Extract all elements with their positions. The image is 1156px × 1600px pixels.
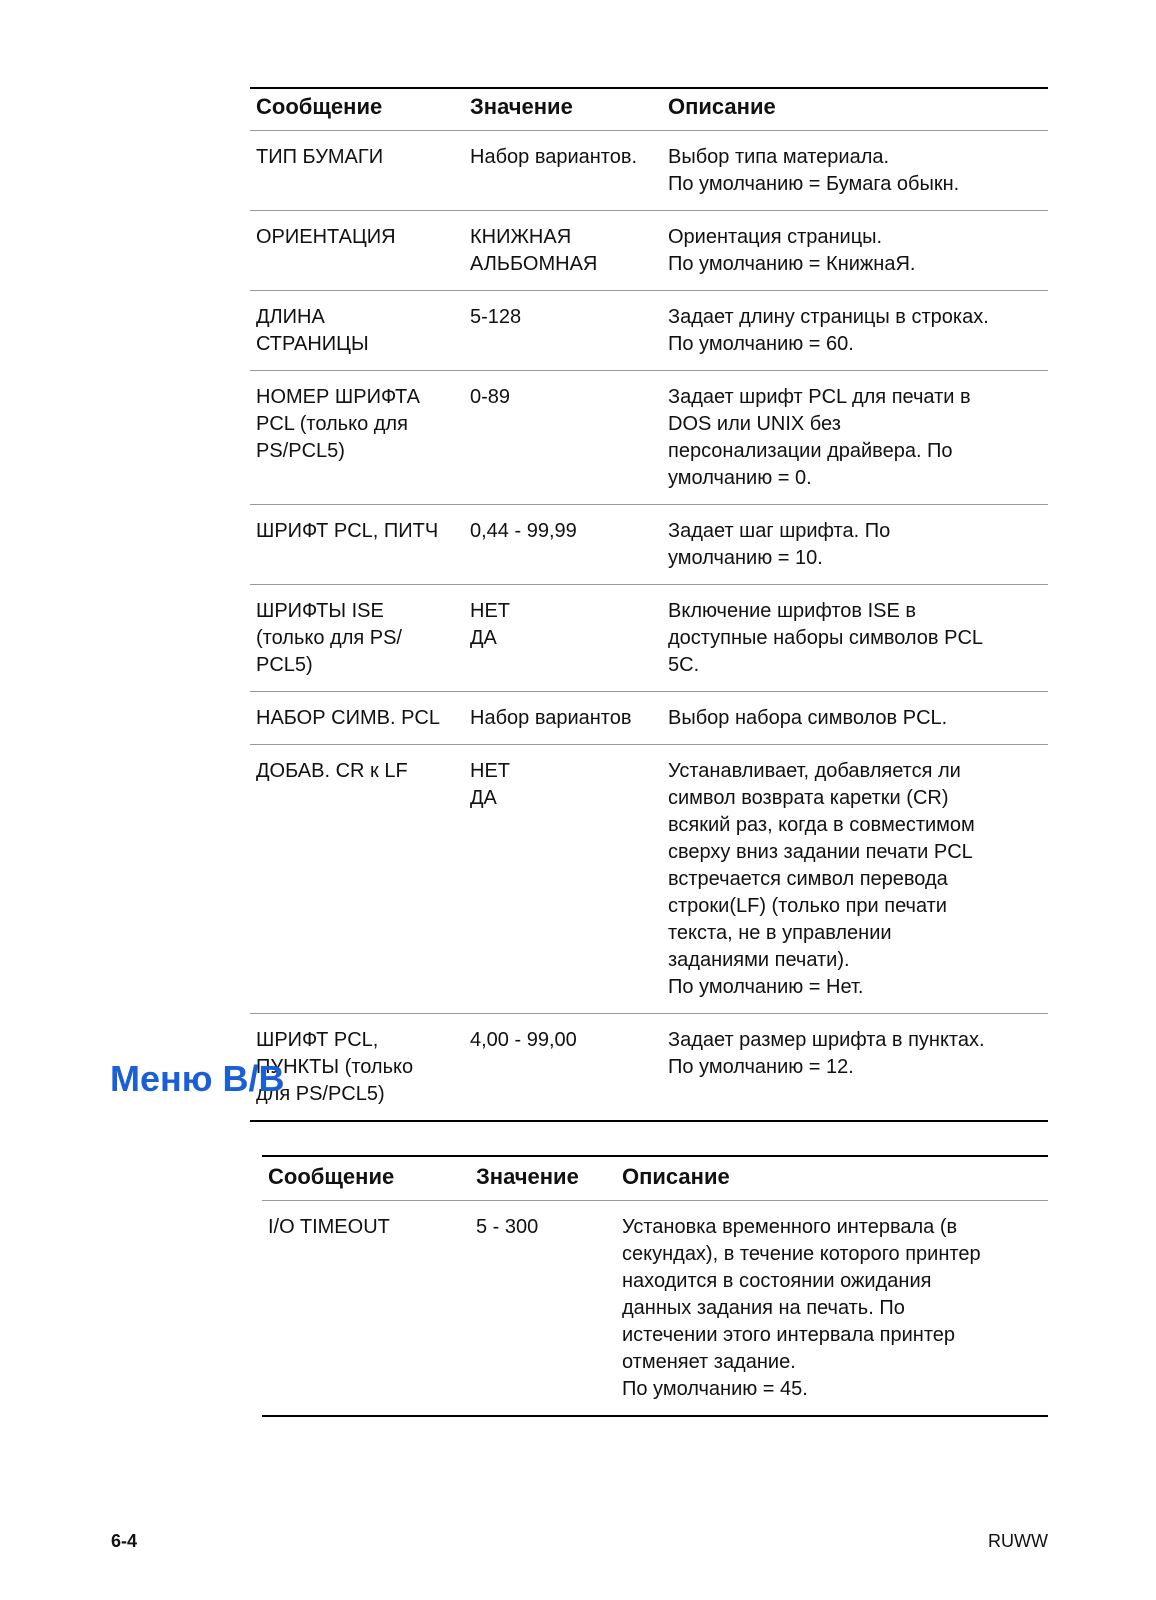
description-text-line: Ориентация страницы. [668, 226, 883, 248]
table-row [250, 585, 1048, 692]
value-cell [464, 692, 662, 745]
table-row [262, 1201, 1048, 1417]
value-cell [464, 131, 662, 211]
value-text-line: 0-89 [470, 386, 511, 408]
header-description: Описание [622, 1164, 730, 1189]
description-text-line: Задает размер шрифта в пунктах. [668, 1029, 985, 1051]
description-text-line: всякий раз, когда в совместимом [668, 814, 975, 836]
message-text-line: НОМЕР ШРИФТА [256, 386, 420, 408]
message-cell [250, 371, 464, 505]
value-cell [464, 371, 662, 505]
message-cell [250, 211, 464, 291]
table-header-row [250, 88, 1048, 131]
description-text-line: умолчанию = 10. [668, 547, 823, 569]
description-text-line: Выбор типа материала. [668, 146, 890, 168]
description-text-line: По умолчанию = Бумага обыкн. [668, 173, 960, 195]
message-text-line: НАБОР СИМВ. PCL [256, 707, 440, 729]
description-text-line: находится в состоянии ожидания [622, 1270, 932, 1292]
description-text-line: символ возврата каретки (CR) [668, 787, 949, 809]
value-text-line: НЕТ [470, 600, 510, 622]
description-cell [662, 371, 1048, 505]
description-text-line: DOS или UNIX без [668, 413, 841, 435]
description-text-line: текста, не в управлении [668, 922, 892, 944]
table-row [250, 291, 1048, 371]
table-row [250, 505, 1048, 585]
value-text-line: 0,44 - 99,99 [470, 520, 577, 542]
header-value: Значение [470, 94, 573, 119]
description-text-line: По умолчанию = 60. [668, 333, 854, 355]
message-cell [250, 585, 464, 692]
description-cell [662, 745, 1048, 1014]
value-text-line: 5-128 [470, 306, 522, 328]
description-cell [662, 692, 1048, 745]
description-cell [616, 1201, 1048, 1417]
description-text-line: Задает шрифт PCL для печати в [668, 386, 971, 408]
value-cell [464, 585, 662, 692]
description-text-line: данных задания на печать. По [622, 1297, 905, 1319]
printing-settings-table [250, 87, 1048, 1122]
description-text-line: Устанавливает, добавляется ли [668, 760, 961, 782]
table-row [250, 1014, 1048, 1122]
description-cell [662, 585, 1048, 692]
table-row [250, 371, 1048, 505]
header-message: Сообщение [256, 94, 383, 119]
message-text-line: PCL5) [256, 654, 313, 676]
description-text-line: 5C. [668, 654, 700, 676]
table-row [250, 692, 1048, 745]
io-menu-table [262, 1155, 1048, 1417]
description-text-line: персонализации драйвера. По [668, 440, 953, 462]
message-cell [250, 505, 464, 585]
description-text-line: секундах), в течение которого принтер [622, 1243, 981, 1265]
value-text-line: ДА [470, 627, 497, 649]
description-text-line: Установка временного интервала (в [622, 1216, 958, 1238]
message-text-line: для PS/PCL5) [256, 1083, 385, 1105]
message-text-line: ШРИФТ PCL, ПИТЧ [256, 520, 439, 542]
description-text-line: встречается символ перевода [668, 868, 948, 890]
message-text-line: ШРИФТ PCL, [256, 1029, 379, 1051]
description-text-line: истечении этого интервала принтер [622, 1324, 956, 1346]
value-cell [464, 1014, 662, 1122]
header-message: Сообщение [268, 1164, 395, 1189]
description-text-line: По умолчанию = 45. [622, 1378, 808, 1400]
value-text-line: Набор вариантов [470, 707, 632, 729]
message-cell [250, 291, 464, 371]
description-cell [662, 505, 1048, 585]
description-cell [662, 1014, 1048, 1122]
value-text-line: НЕТ [470, 760, 510, 782]
message-text-line: ДОБАВ. CR к LF [256, 760, 408, 782]
description-text-line: строки(LF) (только при печати [668, 895, 947, 917]
section-heading-io-menu: Меню В/В [110, 1058, 285, 1099]
value-cell [470, 1201, 616, 1417]
description-text-line: доступные наборы символов PCL [668, 627, 984, 649]
header-value: Значение [476, 1164, 579, 1189]
message-cell [250, 692, 464, 745]
table-header-row [262, 1156, 1048, 1201]
description-text-line: По умолчанию = КнижнаЯ. [668, 253, 916, 275]
description-text-line: По умолчанию = 12. [668, 1056, 854, 1078]
header-description: Описание [668, 94, 776, 119]
value-text-line: 4,00 - 99,00 [470, 1029, 577, 1051]
message-text-line: СТРАНИЦЫ [256, 333, 369, 355]
message-text-line: ДЛИНА [256, 306, 325, 328]
message-text-line: PS/PCL5) [256, 440, 345, 462]
message-text-line: (только для PS/ [256, 627, 402, 649]
value-text-line: АЛЬБОМНАЯ [470, 253, 598, 275]
value-cell [464, 291, 662, 371]
description-cell [662, 291, 1048, 371]
description-text-line: Включение шрифтов ISE в [668, 600, 916, 622]
description-text-line: Задает шаг шрифта. По [668, 520, 891, 542]
message-cell [262, 1201, 470, 1417]
value-text-line: 5 - 300 [476, 1216, 539, 1238]
document-code: RUWW [988, 1531, 1048, 1551]
value-text-line: ДА [470, 787, 497, 809]
description-text-line: Задает длину страницы в строках. [668, 306, 989, 328]
message-text-line: PCL (только для [256, 413, 408, 435]
message-cell [250, 745, 464, 1014]
value-cell [464, 745, 662, 1014]
table-row [250, 745, 1048, 1014]
table-row [250, 211, 1048, 291]
description-cell [662, 131, 1048, 211]
description-cell [662, 211, 1048, 291]
description-text-line: умолчанию = 0. [668, 467, 812, 489]
value-cell [464, 211, 662, 291]
value-text-line: Набор вариантов. [470, 146, 638, 168]
message-text-line: ШРИФТЫ ISE [256, 600, 384, 622]
table-row [250, 131, 1048, 211]
description-text-line: сверху вниз задании печати PCL [668, 841, 973, 863]
description-text-line: отменяет задание. [622, 1351, 796, 1373]
message-text-line: ПУНКТЫ (только [256, 1056, 414, 1078]
description-text-line: Выбор набора символов PCL. [668, 707, 948, 729]
description-text-line: По умолчанию = Нет. [668, 976, 864, 998]
message-text-line: I/O TIMEOUT [268, 1216, 390, 1238]
message-cell [250, 131, 464, 211]
description-text-line: заданиями печати). [668, 949, 850, 971]
message-text-line: ТИП БУМАГИ [256, 146, 384, 168]
value-text-line: КНИЖНАЯ [470, 226, 572, 248]
message-text-line: ОРИЕНТАЦИЯ [256, 226, 396, 248]
page-number: 6-4 [111, 1531, 138, 1551]
value-cell [464, 505, 662, 585]
